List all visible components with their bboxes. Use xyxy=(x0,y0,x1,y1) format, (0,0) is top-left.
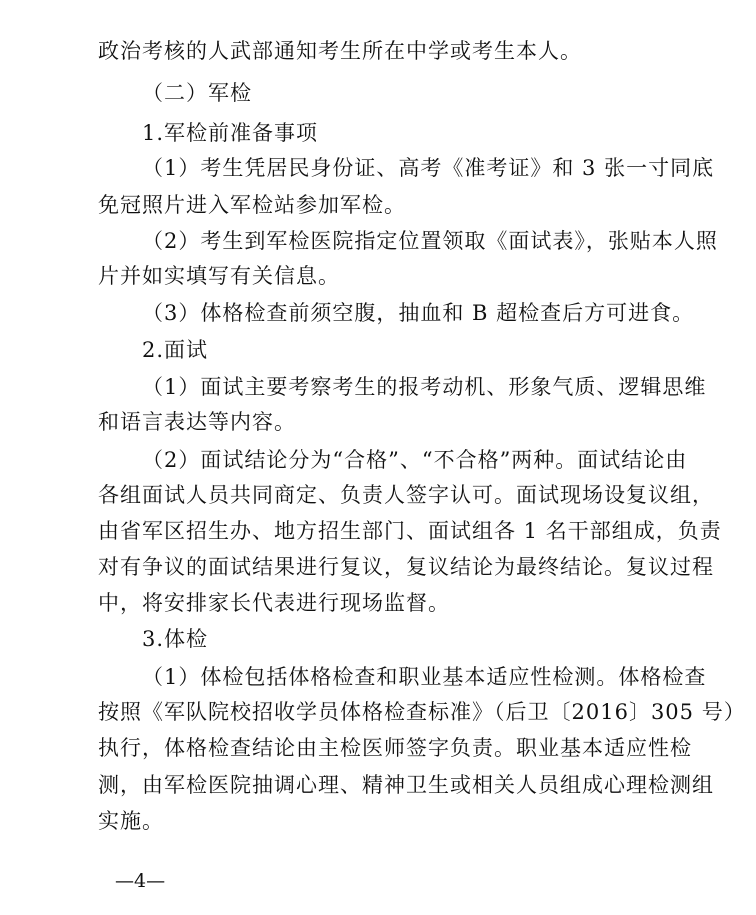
paragraph-line: 对有争议的面试结果进行复议，复议结论为最终结论。复议过程 xyxy=(98,555,714,579)
paragraph-line: 测，由军检医院抽调心理、精神卫生或相关人员组成心理检测组 xyxy=(98,773,714,797)
subsection-heading: 1.军检前准备事项 xyxy=(142,121,319,145)
paragraph-line: 各组面试人员共同商定、负责人签字认可。面试现场设复议组， xyxy=(98,483,714,507)
section-heading: （二）军检 xyxy=(142,81,252,105)
page-number: —4— xyxy=(115,870,166,892)
text-line: 政治考核的人武部通知考生所在中学或考生本人。 xyxy=(98,39,582,63)
paragraph-line: （2）考生到军检医院指定位置领取《面试表》，张贴本人照 xyxy=(142,229,718,253)
subsection-heading: 3.体检 xyxy=(142,627,209,651)
paragraph-line: 免冠照片进入军检站参加军检。 xyxy=(98,193,406,217)
paragraph-line: （3）体格检查前须空腹，抽血和 B 超检查后方可进食。 xyxy=(142,301,695,325)
paragraph-line: （1）体检包括体格检查和职业基本适应性检测。体格检查 xyxy=(142,665,707,689)
paragraph-line: 按照《军队院校招收学员体格检查标准》（后卫〔2016〕305 号） xyxy=(98,700,746,724)
subsection-heading: 2.面试 xyxy=(142,338,209,362)
paragraph-line: （1）考生凭居民身份证、高考《准考证》和 3 张一寸同底 xyxy=(142,156,715,180)
paragraph-line: 由省军区招生办、地方招生部门、面试组各 1 名干部组成，负责 xyxy=(98,519,722,543)
paragraph-line: 中，将安排家长代表进行现场监督。 xyxy=(98,591,450,615)
paragraph-line: 和语言表达等内容。 xyxy=(98,410,296,434)
paragraph-line: （2）面试结论分为“合格”、“不合格”两种。面试结论由 xyxy=(142,448,688,472)
paragraph-line: 实施。 xyxy=(98,809,164,833)
paragraph-line: （1）面试主要考察考生的报考动机、形象气质、逻辑思维 xyxy=(142,375,707,399)
paragraph-line: 执行，体格检查结论由主检医师签字负责。职业基本适应性检 xyxy=(98,736,692,760)
paragraph-line: 片并如实填写有关信息。 xyxy=(98,264,340,288)
